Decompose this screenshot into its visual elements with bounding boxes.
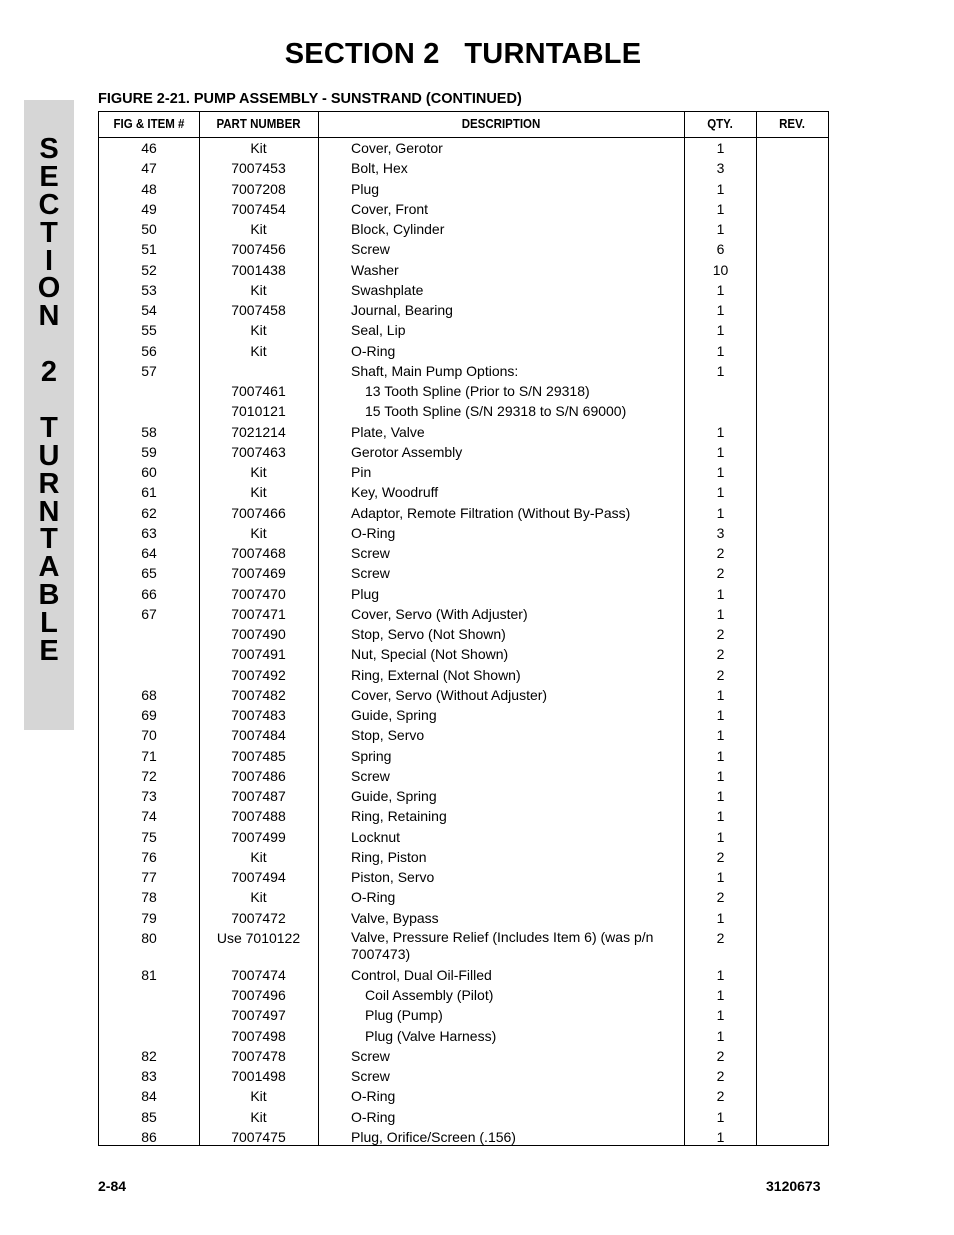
item-cell: 86 <box>141 1128 157 1145</box>
part-number-cell: 7007471 <box>231 605 286 622</box>
qty-cell: 1 <box>716 200 725 217</box>
table-row <box>99 766 828 786</box>
table-row <box>99 786 828 806</box>
table-row <box>99 300 828 320</box>
table-row <box>99 746 828 766</box>
section-side-tab <box>24 100 74 730</box>
description-cell: Guide, Spring <box>351 788 437 804</box>
qty-cell: 1 <box>716 707 725 723</box>
qty-cell: 3 <box>716 160 725 177</box>
qty-cell: 2 <box>716 1068 725 1084</box>
table-row <box>99 705 828 725</box>
item-cell: 78 <box>141 889 157 906</box>
part-number-cell: 7007482 <box>231 686 286 703</box>
table-body <box>99 138 828 1147</box>
side-tab-letter: E <box>39 160 59 193</box>
part-number-cell: 7007497 <box>231 1007 286 1024</box>
side-tab-letter: U <box>38 439 60 472</box>
part-number-cell: 7007461 <box>231 383 286 399</box>
part-number-cell: 7007486 <box>231 767 286 784</box>
item-cell: 47 <box>141 160 157 177</box>
table-row <box>99 604 828 624</box>
table-row <box>99 1066 828 1086</box>
qty-cell: 1 <box>716 808 725 825</box>
side-tab-letter: N <box>38 300 60 333</box>
item-cell: 80 <box>141 929 157 946</box>
item-cell: 77 <box>141 869 157 885</box>
table-row <box>99 239 828 259</box>
side-tab-letter: E <box>39 635 59 668</box>
side-tab-letter: C <box>38 188 60 221</box>
item-cell: 60 <box>141 464 157 480</box>
qty-cell: 2 <box>716 646 725 663</box>
part-number-cell: Kit <box>250 524 267 541</box>
item-cell: 79 <box>141 909 157 926</box>
qty-cell: 1 <box>716 1027 725 1044</box>
description-cell: Shaft, Main Pump Options: <box>351 362 519 379</box>
part-number-cell: 7007466 <box>231 504 286 521</box>
part-number-cell: 7007478 <box>231 1047 286 1064</box>
item-cell: 63 <box>141 524 157 541</box>
qty-cell: 10 <box>712 261 729 278</box>
qty-cell: 1 <box>716 221 725 237</box>
item-cell: 76 <box>141 848 157 865</box>
qty-cell: 1 <box>716 504 725 521</box>
table-row <box>99 867 828 887</box>
part-number-cell: 7007472 <box>231 909 286 926</box>
item-cell: 66 <box>141 585 157 602</box>
table-row <box>99 219 828 239</box>
part-number-cell: Kit <box>250 484 267 501</box>
item-cell: 83 <box>141 1068 157 1084</box>
item-cell: 61 <box>141 484 157 501</box>
qty-cell: 3 <box>716 524 725 541</box>
table-row <box>99 381 828 401</box>
table-row <box>99 158 828 178</box>
figure-title: FIGURE 2-21. PUMP ASSEMBLY - SUNSTRAND (CONTINUED) <box>98 91 522 107</box>
item-cell: 82 <box>141 1047 157 1064</box>
description-cell: Plug <box>351 585 380 602</box>
side-tab-letter: O <box>37 272 61 305</box>
description-cell: Plug <box>351 180 380 197</box>
part-number-cell: 7007496 <box>231 987 286 1003</box>
part-number-cell: 7007499 <box>231 828 286 845</box>
part-number-cell: 7007498 <box>231 1027 286 1044</box>
table-row <box>99 260 828 280</box>
table-row <box>99 199 828 219</box>
item-cell: 46 <box>141 140 157 156</box>
item-cell: 64 <box>141 545 157 561</box>
qty-cell: 1 <box>716 322 725 339</box>
description-cell: Key, Woodruff <box>351 484 439 501</box>
qty-cell: 1 <box>716 828 725 845</box>
table-row <box>99 543 828 563</box>
qty-cell: 1 <box>716 605 725 622</box>
part-number-cell: 7007490 <box>231 626 286 642</box>
description-cell: Gerotor Assembly <box>351 443 463 460</box>
table-row <box>99 644 828 664</box>
table-row <box>99 985 828 1005</box>
description-cell: Cover, Servo (Without Adjuster) <box>351 686 548 703</box>
table-row <box>99 341 828 361</box>
table-row <box>99 462 828 482</box>
qty-cell: 1 <box>716 585 725 602</box>
column-header-qty: QTY. <box>707 117 733 131</box>
part-number-cell: 7007483 <box>231 707 286 723</box>
description-cell: Cover, Servo (With Adjuster) <box>351 605 528 622</box>
description-cell: O-Ring <box>351 1088 396 1105</box>
description-cell: Screw <box>351 545 390 561</box>
qty-cell: 1 <box>716 788 725 804</box>
description-cell: Cover, Front <box>351 200 429 217</box>
table-row <box>99 179 828 199</box>
item-cell: 71 <box>141 747 157 764</box>
qty-cell: 1 <box>716 342 725 359</box>
item-cell: 84 <box>141 1088 157 1105</box>
page-number: 2-84 <box>98 1178 127 1194</box>
item-cell: 67 <box>141 605 157 622</box>
description-cell: Ring, External (Not Shown) <box>351 666 521 683</box>
qty-cell: 1 <box>716 1007 725 1024</box>
part-number-cell: 7007468 <box>231 545 286 561</box>
item-cell: 65 <box>141 565 157 582</box>
qty-cell: 1 <box>716 484 725 501</box>
part-number-cell: 7007488 <box>231 808 286 825</box>
item-cell: 56 <box>141 342 157 359</box>
item-cell: 50 <box>141 221 157 237</box>
description-cell: O-Ring <box>351 889 396 906</box>
table-row <box>99 965 828 985</box>
qty-cell: 2 <box>716 1088 725 1105</box>
description-cell: 15 Tooth Spline (S/N 29318 to S/N 69000) <box>365 403 627 420</box>
item-cell: 49 <box>141 200 157 217</box>
table-row <box>99 806 828 826</box>
qty-cell: 1 <box>716 281 725 298</box>
description-cell: Plate, Valve <box>351 423 425 440</box>
qty-cell: 6 <box>716 241 725 258</box>
description-cell: Coil Assembly (Pilot) <box>365 987 494 1003</box>
description-cell: O-Ring <box>351 1108 396 1125</box>
table-row <box>99 442 828 462</box>
column-header-part-number: PART NUMBER <box>216 117 301 131</box>
table-row <box>99 725 828 745</box>
description-cell: Bolt, Hex <box>351 160 408 177</box>
qty-cell: 1 <box>716 140 725 156</box>
description-cell: Screw <box>351 767 390 784</box>
description-cell: Screw <box>351 241 390 258</box>
description-cell: Stop, Servo (Not Shown) <box>351 626 506 642</box>
qty-cell: 1 <box>716 423 725 440</box>
side-tab-letter: T <box>40 523 58 556</box>
table-row <box>99 584 828 604</box>
part-number-cell: 7007484 <box>231 727 286 744</box>
item-cell: 69 <box>141 707 157 723</box>
description-cell: Guide, Spring <box>351 707 437 723</box>
part-number-cell: 7021214 <box>231 423 286 440</box>
description-cell: Nut, Special (Not Shown) <box>351 646 509 663</box>
part-number-cell: Kit <box>250 1108 267 1125</box>
qty-cell: 1 <box>716 909 725 926</box>
description-cell: Screw <box>351 1047 390 1064</box>
item-cell: 72 <box>141 767 157 784</box>
part-number-cell: 7001438 <box>231 261 286 278</box>
qty-cell: 2 <box>716 1047 725 1064</box>
side-tab-letter: L <box>40 607 58 640</box>
part-number-cell: 7007474 <box>231 966 286 983</box>
part-number-cell: 7007454 <box>231 200 286 217</box>
parts-table <box>98 111 829 1146</box>
item-cell: 73 <box>141 788 157 804</box>
description-cell: Locknut <box>351 828 401 845</box>
item-cell: 58 <box>141 423 157 440</box>
description-cell: Ring, Retaining <box>351 808 447 825</box>
table-row <box>99 503 828 523</box>
item-cell: 48 <box>141 180 157 197</box>
item-cell: 54 <box>141 302 157 318</box>
qty-cell: 1 <box>716 987 725 1003</box>
table-row <box>99 1086 828 1106</box>
qty-cell: 2 <box>716 565 725 582</box>
table-row <box>99 624 828 644</box>
table-row <box>99 1127 828 1147</box>
item-cell: 53 <box>141 281 157 298</box>
side-tab-letter <box>24 331 74 359</box>
side-tab-letter: S <box>39 133 59 165</box>
side-tab-letter <box>24 387 74 415</box>
part-number-cell: Kit <box>250 281 267 298</box>
document-number: 3120673 <box>766 1178 821 1194</box>
table-row <box>99 847 828 867</box>
description-cell: Screw <box>351 1068 390 1084</box>
qty-cell: 2 <box>716 666 725 683</box>
description-cell: O-Ring <box>351 524 396 541</box>
qty-cell: 1 <box>716 966 725 983</box>
side-tab-letter: A <box>38 551 60 584</box>
description-cell: Adaptor, Remote Filtration (Without By-Pass) <box>351 504 631 521</box>
part-number-cell: 7007485 <box>231 747 286 764</box>
part-number-cell: 7001498 <box>231 1068 286 1084</box>
side-tab-letter: R <box>38 467 60 500</box>
item-cell: 70 <box>141 727 157 744</box>
qty-cell: 2 <box>716 848 725 865</box>
table-row <box>99 1026 828 1046</box>
part-number-cell: 7007208 <box>231 180 286 197</box>
part-number-cell: 7007456 <box>231 241 286 258</box>
column-header-description: DESCRIPTION <box>461 117 541 131</box>
table-row <box>99 320 828 340</box>
part-number-cell: 7007458 <box>231 302 286 318</box>
table-row <box>99 685 828 705</box>
qty-cell: 1 <box>716 362 725 379</box>
description-cell: Journal, Bearing <box>351 302 453 318</box>
qty-cell: 1 <box>716 727 725 744</box>
description-cell: Control, Dual Oil-Filled <box>351 966 492 983</box>
table-row <box>99 665 828 685</box>
part-number-cell: Kit <box>250 342 267 359</box>
part-number-cell: 7007470 <box>231 585 286 602</box>
description-cell: Valve, Bypass <box>351 909 439 926</box>
table-row <box>99 563 828 583</box>
table-row <box>99 422 828 442</box>
side-tab-letter: B <box>38 579 60 612</box>
side-tab-letter: 2 <box>40 356 58 389</box>
part-number-cell: Use 7010122 <box>216 929 301 946</box>
table-row <box>99 361 828 381</box>
side-tab-letters <box>24 133 74 668</box>
part-number-cell: Kit <box>250 221 267 237</box>
description-cell: Plug (Pump) <box>365 1007 443 1024</box>
description-cell: Valve, Pressure Relief (Includes Item 6) (was p/n 7007473) <box>351 928 654 962</box>
section-title: SECTION 2 TURNTABLE <box>284 38 642 70</box>
table-row <box>99 1005 828 1025</box>
table-row <box>99 887 828 907</box>
description-cell: Swashplate <box>351 281 424 298</box>
table-row <box>99 482 828 502</box>
description-cell: 13 Tooth Spline (Prior to S/N 29318) <box>365 383 590 399</box>
qty-cell: 1 <box>716 869 725 885</box>
description-cell: Screw <box>351 565 390 582</box>
side-tab-letter: T <box>40 216 58 249</box>
qty-cell: 1 <box>716 1128 725 1145</box>
item-cell: 81 <box>141 966 157 983</box>
qty-cell: 1 <box>716 1108 725 1125</box>
description-cell: Washer <box>351 261 399 278</box>
item-cell: 59 <box>141 443 157 460</box>
item-cell: 57 <box>141 362 157 379</box>
item-cell: 85 <box>141 1108 157 1125</box>
part-number-cell: 7010121 <box>231 403 286 420</box>
table-row <box>99 1107 828 1127</box>
qty-cell: 1 <box>716 302 725 318</box>
qty-cell: 2 <box>716 545 725 561</box>
description-cell: Block, Cylinder <box>351 221 445 237</box>
qty-cell: 1 <box>716 180 725 197</box>
table-row <box>99 280 828 300</box>
part-number-cell: Kit <box>250 848 267 865</box>
table-row <box>99 523 828 543</box>
column-header-rev: REV. <box>779 117 805 131</box>
table-row <box>99 138 828 158</box>
part-number-cell: 7007453 <box>231 160 286 177</box>
item-cell: 75 <box>141 828 157 845</box>
side-tab-letter: N <box>38 495 60 528</box>
part-number-cell: Kit <box>250 1088 267 1105</box>
qty-cell: 2 <box>716 929 725 946</box>
description-cell: Plug, Orifice/Screen (.156) <box>351 1128 516 1145</box>
qty-cell: 1 <box>716 464 725 480</box>
table-row <box>99 827 828 847</box>
description-cell: Plug (Valve Harness) <box>365 1027 497 1044</box>
part-number-cell: 7007475 <box>231 1128 286 1145</box>
item-cell: 51 <box>141 241 157 258</box>
part-number-cell: 7007487 <box>231 788 286 804</box>
description-cell: O-Ring <box>351 342 396 359</box>
table-row <box>99 908 828 928</box>
item-cell: 68 <box>141 686 157 703</box>
qty-cell: 1 <box>716 747 725 764</box>
part-number-cell: 7007463 <box>231 443 286 460</box>
description-cell: Piston, Servo <box>351 869 435 885</box>
item-cell: 62 <box>141 504 157 521</box>
description-cell: Pin <box>351 464 372 480</box>
description-cell: Stop, Servo <box>351 727 425 744</box>
qty-cell: 2 <box>716 889 725 906</box>
item-cell: 74 <box>141 808 157 825</box>
part-number-cell: Kit <box>250 464 267 480</box>
part-number-cell: Kit <box>250 140 267 156</box>
table-row <box>99 401 828 421</box>
item-cell: 55 <box>141 322 157 339</box>
part-number-cell: Kit <box>250 322 267 339</box>
description-cell: Ring, Piston <box>351 848 427 865</box>
table-row <box>99 1046 828 1066</box>
description-cell: Cover, Gerotor <box>351 140 443 156</box>
qty-cell: 1 <box>716 767 725 784</box>
qty-cell: 1 <box>716 443 725 460</box>
qty-cell: 2 <box>716 626 725 642</box>
part-number-cell: 7007491 <box>231 646 286 663</box>
table-row <box>99 928 828 965</box>
qty-cell: 1 <box>716 686 725 703</box>
description-cell: Seal, Lip <box>351 322 406 339</box>
description-cell: Spring <box>351 747 392 764</box>
part-number-cell: Kit <box>250 889 267 906</box>
side-tab-letter: T <box>40 411 58 444</box>
part-number-cell: 7007469 <box>231 565 286 582</box>
item-cell: 52 <box>141 261 157 278</box>
part-number-cell: 7007494 <box>231 869 286 885</box>
part-number-cell: 7007492 <box>231 666 286 683</box>
column-header-item: FIG & ITEM # <box>113 117 185 131</box>
side-tab-letter: I <box>44 244 54 277</box>
